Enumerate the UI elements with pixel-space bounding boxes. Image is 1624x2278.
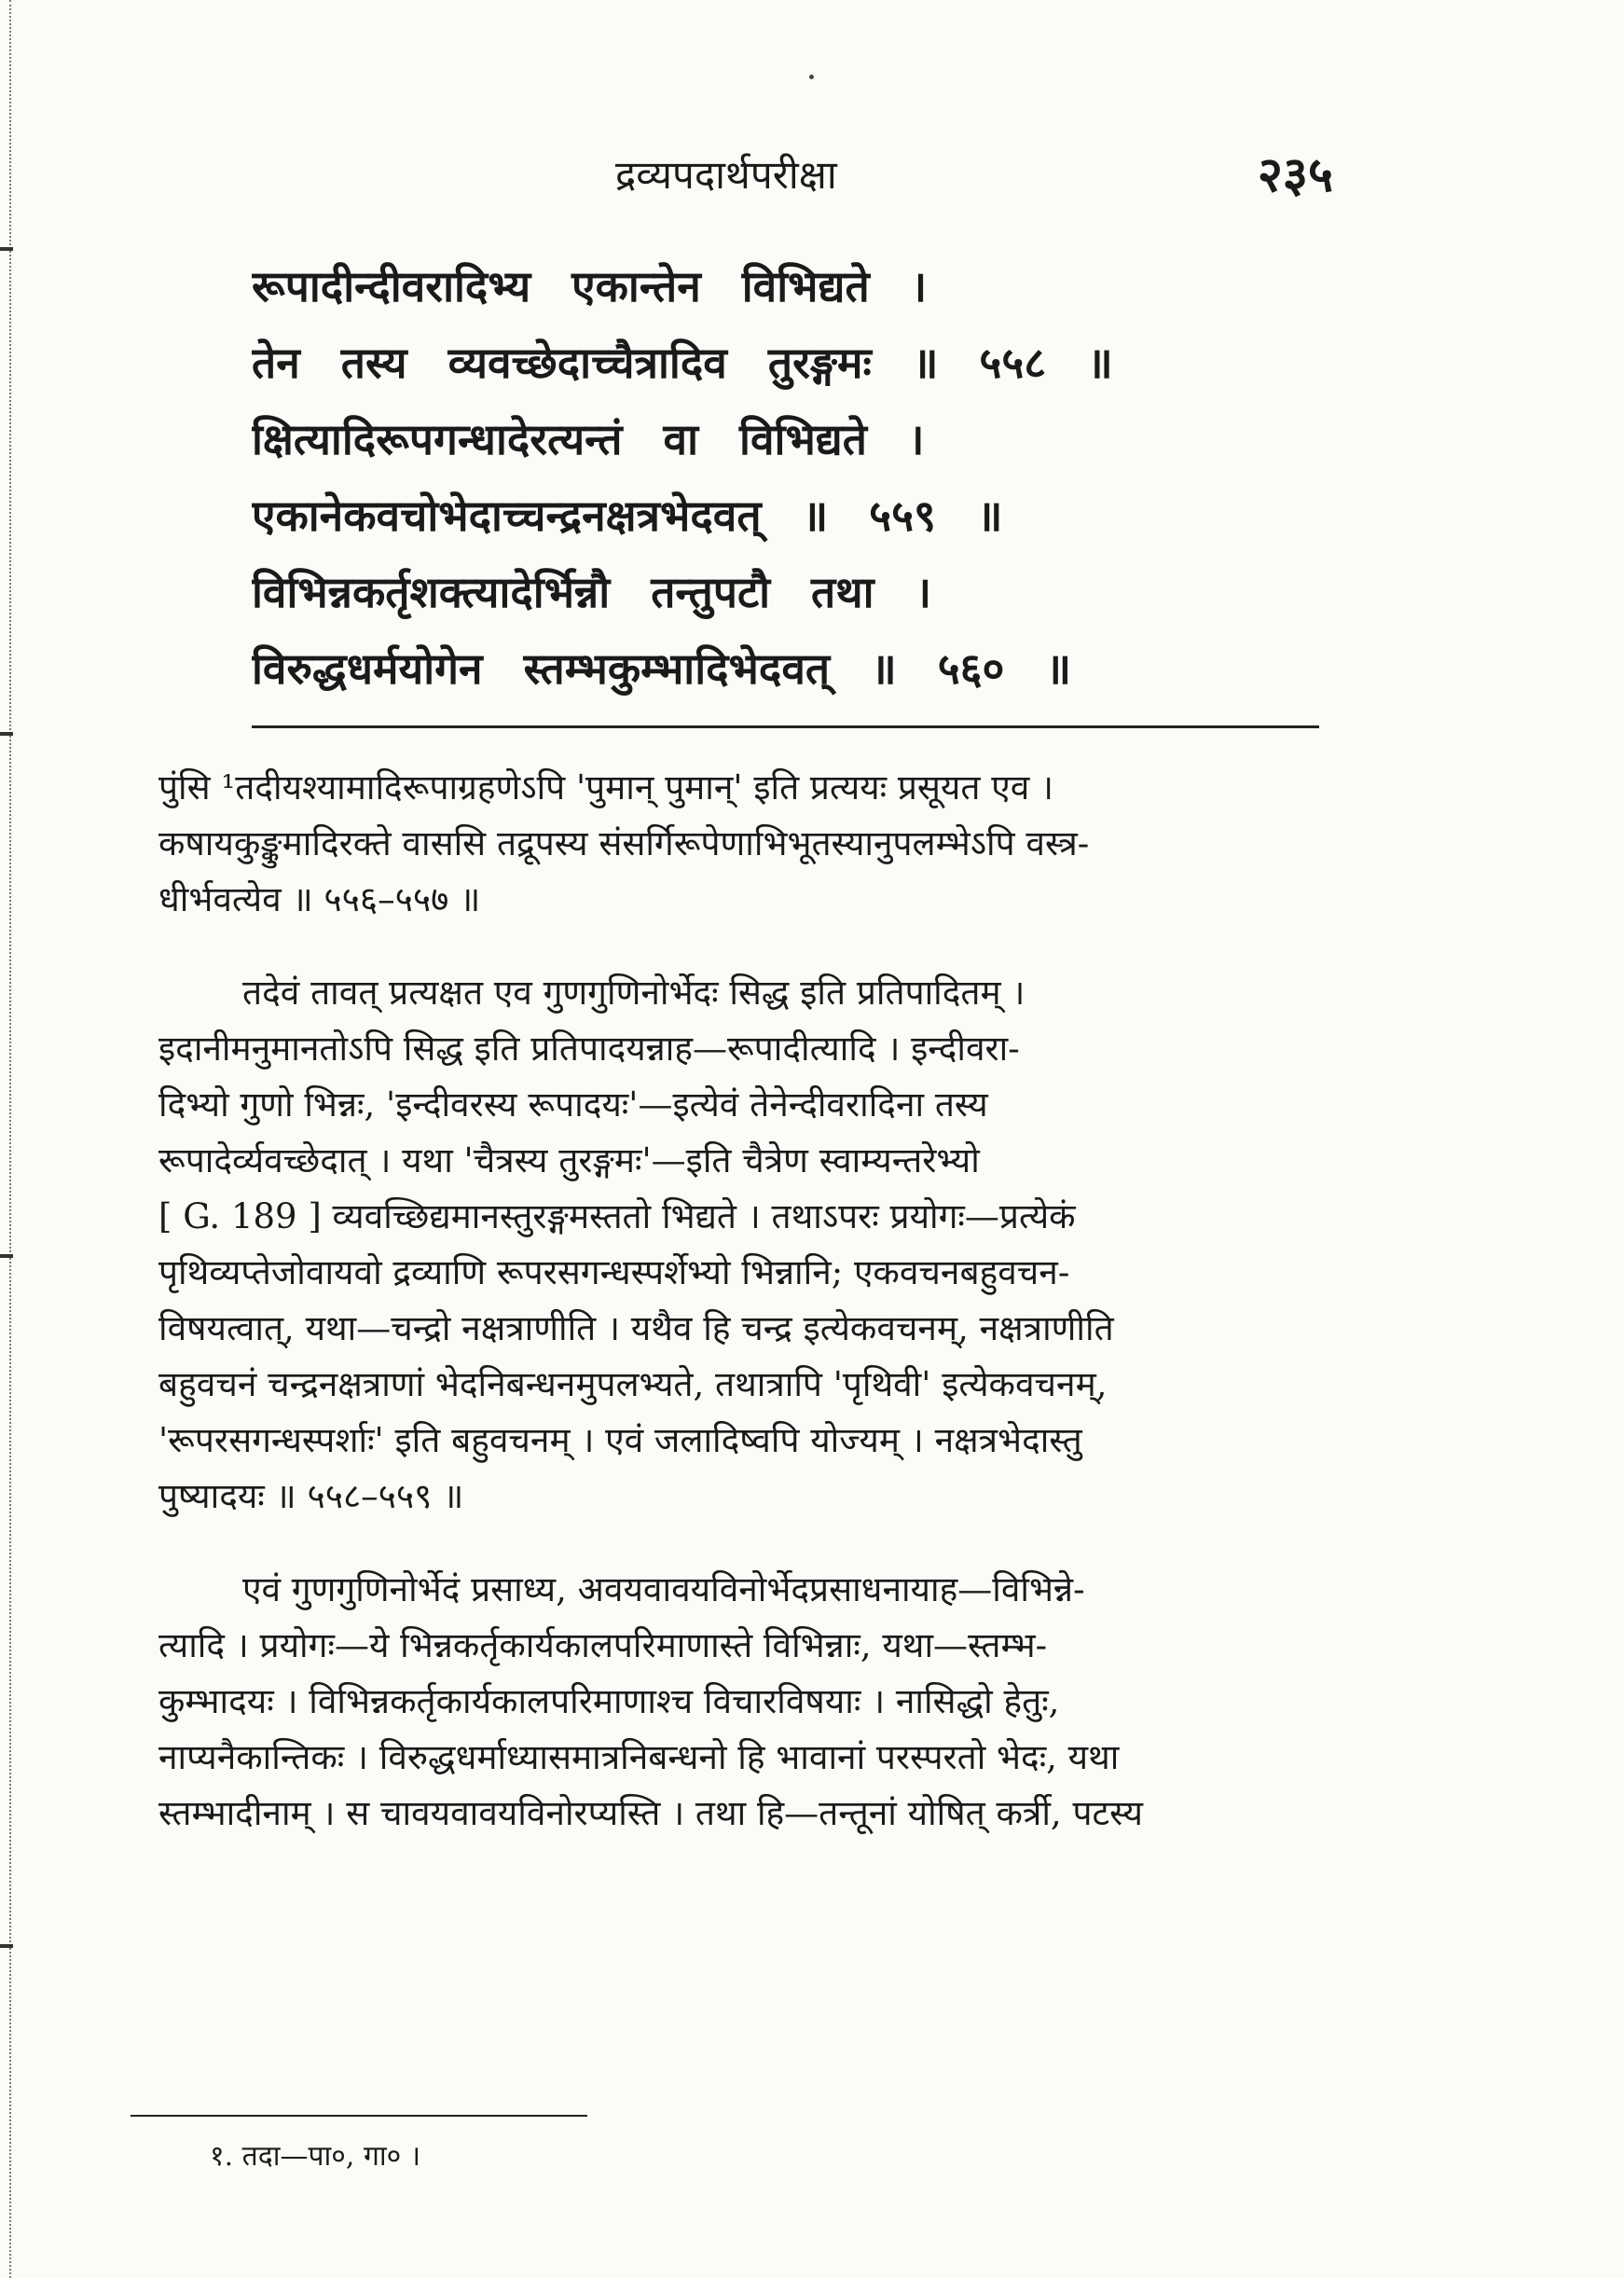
verse-line: विरुद्धधर्मयोगेन स्तम्भकुम्भादिभेदवत् ॥ ५६० ॥ [252,643,1072,694]
edge-mark [0,1254,13,1258]
commentary-line: तदेवं तावत् प्रत्यक्षत एव गुणगुणिनोर्भेदः सिद्ध इति प्रतिपादितम् । [242,973,1025,1013]
verse-line: तेन तस्य व्यवच्छेदाच्चैत्रादिव तुरङ्गमः ॥ ५५८ ॥ [252,338,1113,388]
verse-line: रूपादीन्दीवरादिभ्य एकान्तेन विभिद्यते । [252,261,928,311]
footnote: १. तदा—पा०, गा० । [210,2140,421,2173]
edge-mark [0,247,13,251]
binding-edge [0,0,11,2278]
running-head: द्रव्यपदार्थपरीक्षा [615,152,837,198]
commentary-line: 'रूपरसगन्धस्पर्शाः' इति बहुवचनम् । एवं जलादिष्वपि योज्यम् । नक्षत्रभेदास्तु [158,1420,1082,1460]
commentary-line: विषयत्वात्, यथा—चन्द्रो नक्षत्राणीति । यथैव हि चन्द्र इत्येकवचनम्, नक्षत्राणीति [158,1308,1114,1348]
edge-mark [0,732,13,736]
commentary-line: बहुवचनं चन्द्रनक्षत्राणां भेदनिबन्धनमुपलभ्यते, तथात्रापि 'पृथिवी' इत्येकवचनम्, [158,1364,1108,1404]
verse-line: विभिन्नकर्तृशक्त्यादेर्भिन्नौ तन्तुपटौ तथा । [252,567,932,617]
commentary-line: धीर्भवत्येव ॥ ५५६–५५७ ॥ [158,879,481,919]
commentary [158,760,1333,1842]
paragraph-gap [158,1525,1333,1562]
commentary-line: एवं गुणगुणिनोर्भेदं प्रसाध्य, अवयवावयविनोर्भेदप्रसाधनायाह—विभिन्ने- [242,1569,1085,1609]
scan-speck [809,75,814,79]
footnote-divider [131,2115,587,2117]
edge-mark [0,1944,13,1948]
verse-block [252,256,1277,715]
commentary-line: स्तम्भादीनाम् । स चावयवावयविनोरप्यस्ति । तथा हि—तन्तूनां योषित् कर्त्री, पटस्य [158,1793,1143,1833]
commentary-line: कषायकुङ्कुमादिरक्ते वाससि तद्रूपस्य संसर्गिरूपेणाभिभूतस्यानुपलम्भेऽपि वस्त्र- [158,823,1090,863]
verse-line: क्षित्यादिरूपगन्धादेरत्यन्तं वा विभिद्यते । [252,414,925,464]
page-number: २३५ [1257,146,1333,203]
commentary-line: त्यादि । प्रयोगः—ये भिन्नकर्तृकार्यकालपरिमाणास्ते विभिन्नाः, यथा—स्तम्भ- [158,1625,1048,1665]
verse-divider [252,725,1319,728]
commentary-line: पुष्यादयः ॥ ५५८–५५९ ॥ [158,1476,464,1516]
page-header [242,140,1333,205]
commentary-line: दिभ्यो गुणो भिन्नः, 'इन्दीवरस्य रूपादयः'—इत्येवं तेनेन्दीवरादिना तस्य [158,1084,988,1125]
commentary-line: पृथिव्यप्तेजोवायवो द्रव्याणि रूपरसगन्धस्पर्शेभ्यो भिन्नानि; एकवचनबहुवचन- [158,1252,1070,1292]
commentary-line: पुंसि ¹तदीयश्यामादिरूपाग्रहणेऽपि 'पुमान् पुमान्' इति प्रत्ययः प्रसूयत एव । [158,767,1054,808]
paragraph-gap [158,928,1333,965]
commentary-line: रूपादेर्व्यवच्छेदात् । यथा 'चैत्रस्य तुरङ्गमः'—इति चैत्रेण स्वाम्यन्तरेभ्यो [158,1140,980,1180]
commentary-line: [ G. 189 ] व्यवच्छिद्यमानस्तुरङ्गमस्ततो भिद्यते । तथाऽपरः प्रयोगः—प्रत्येकं [158,1196,1076,1236]
commentary-line: नाप्यनैकान्तिकः । विरुद्धधर्माध्यासमात्रनिबन्धनो हि भावानां परस्परतो भेदः, यथा [158,1737,1120,1777]
commentary-line: कुम्भादयः । विभिन्नकर्तृकार्यकालपरिमाणाश्च विचारविषयाः । नासिद्धो हेतुः, [158,1681,1060,1721]
verse-line: एकानेकवचोभेदाच्चन्द्रनक्षत्रभेदवत् ॥ ५५९ ॥ [252,490,1003,541]
commentary-line: इदानीमनुमानतोऽपि सिद्ध इति प्रतिपादयन्नाह—रूपादीत्यादि । इन्दीवरा- [158,1029,1020,1069]
